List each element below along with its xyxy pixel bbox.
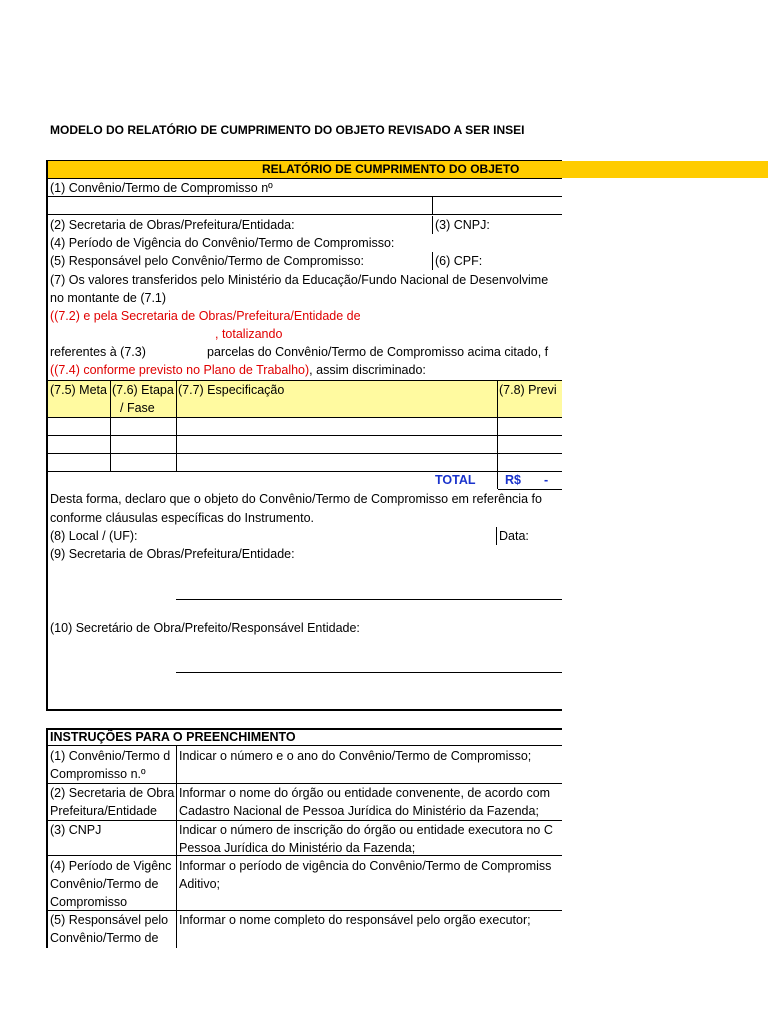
col-meta: (7.5) Meta [50,383,107,397]
page-heading: MODELO DO RELATÓRIO DE CUMPRIMENTO DO OBJETO REVISADO A SER INSEI [50,123,525,137]
instr-label-1a: (1) Convênio/Termo d [50,749,171,763]
col-especificacao: (7.7) Especificação [178,383,285,397]
field-secretaria-assinatura: (9) Secretaria de Obras/Prefeitura/Entidade: [50,547,295,561]
declaracao-line2: conforme cláusulas específicas do Instrumento. [50,511,315,525]
instr-text-2a: Informar o nome do órgão ou entidade convenente, de acordo com [179,786,551,800]
instr-text-3b: Pessoa Jurídica do Ministério da Fazenda; [179,841,416,855]
field-responsavel: (5) Responsável pelo Convênio/Termo de Compromisso: [50,254,365,268]
field-secretario: (10) Secretário de Obra/Prefeito/Responsável Entidade: [50,621,360,635]
instr-label-1b: Compromisso n.º [50,767,146,781]
field-plano-trabalho [50,362,426,378]
instr-text-5a: Informar o nome completo do responsável pelo orgão executor; [179,913,531,927]
signature-line-1 [176,599,562,600]
total-currency: R$ [505,473,521,487]
field-secretaria-contrapartida: ((7.2) e pela Secretaria de Obras/Prefeitura/Entidade de [50,309,361,323]
field-data: Data: [499,529,529,543]
field-totalizando: , totalizando [215,327,283,341]
field-secretaria: (2) Secretaria de Obras/Prefeitura/Entidada: [50,218,295,232]
field-referentes: referentes à (7.3) [50,345,146,359]
instr-label-4c: Compromisso [50,895,128,909]
instr-text-3a: Indicar o número de inscrição do órgão ou entidade executora no C [179,823,553,837]
field-valores: (7) Os valores transferidos pelo Ministério da Educação/Fundo Nacional de Desenvolvime [50,273,549,287]
instructions-title: INSTRUÇÕES PARA O PREENCHIMENTO [50,730,296,744]
instr-text-2b: Cadastro Nacional de Pessoa Jurídica do Ministério da Fazenda; [179,804,539,818]
field-cnpj: (3) CNPJ: [435,218,490,232]
instr-label-3a: (3) CNPJ [50,823,102,837]
instr-label-2a: (2) Secretaria de Obra [50,786,175,800]
total-value: - [544,473,549,487]
col-etapa: (7.6) Etapa [112,383,174,397]
field-montante: no montante de (7.1) [50,291,167,305]
col-etapa-fase: / Fase [120,401,155,415]
instr-label-4b: Convênio/Termo de [50,877,159,891]
instr-text-4a: Informar o período de vigência do Convênio/Termo de Compromiss [179,859,552,873]
form-title: RELATÓRIO DE CUMPRIMENTO DO OBJETO [262,162,520,176]
field-local-uf: (8) Local / (UF): [50,529,138,543]
field-cpf: (6) CPF: [435,254,483,268]
instr-text-4b: Aditivo; [179,877,220,891]
instr-label-4a: (4) Período de Vigênc [50,859,172,873]
field-vigencia: (4) Período de Vigência do Convênio/Termo de Compromisso: [50,236,395,250]
instr-label-5b: Convênio/Termo de [50,931,159,945]
signature-line-2 [176,672,562,673]
instr-text-1a: Indicar o número e o ano do Convênio/Termo de Compromisso; [179,749,532,763]
field-parcelas: parcelas do Convênio/Termo de Compromisso acima citado, f [207,345,549,359]
plano-trabalho-rest: , assim discriminado: [309,363,426,377]
col-previsto: (7.8) Previ [499,383,557,397]
header-accent-bar [562,161,768,178]
declaracao-line1: Desta forma, declaro que o objeto do Convênio/Termo de Compromisso em referência fo [50,492,542,506]
instr-label-5a: (5) Responsável pelo [50,913,169,927]
instr-label-2b: Prefeitura/Entidade [50,804,158,818]
total-label: TOTAL [435,473,476,487]
field-convenio: (1) Convênio/Termo de Compromisso nº [50,181,273,195]
plano-trabalho-red: ((7.4) conforme previsto no Plano de Trabalho) [50,363,310,377]
